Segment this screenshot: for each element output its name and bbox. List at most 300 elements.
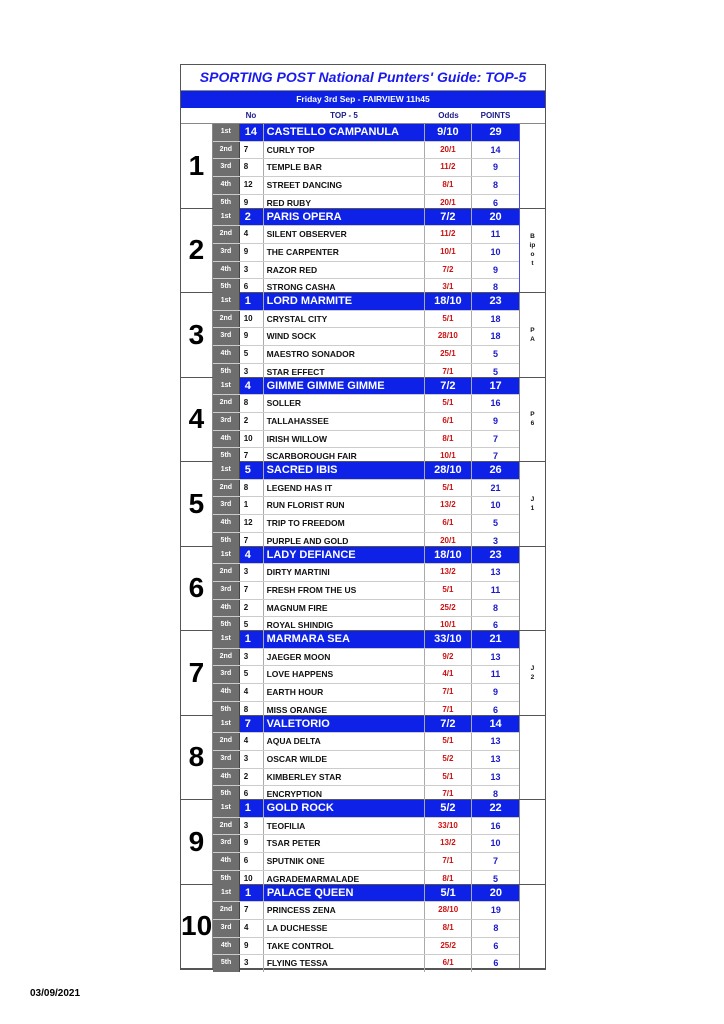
race-rows [213,800,519,884]
horse-number: 7 [240,142,264,159]
race-rows [213,209,519,293]
horse-name: TEMPLE BAR [264,159,425,176]
exotic-note [519,209,545,293]
table-row [213,582,519,600]
horse-name: ENCRYPTION [264,786,425,803]
points-value: 10 [490,246,501,257]
race-block [181,209,545,294]
column-header-points: POINTS [480,111,511,120]
odds-value: 6/1 [425,955,473,972]
horse-name: LOVE HAPPENS [264,666,425,683]
horse-name: THE CARPENTER [264,244,425,261]
race-number: 2 [181,209,213,293]
points-value: 23 [489,295,502,307]
odds-value: 5/1 [425,311,473,328]
horse-name: RAZOR RED [264,262,425,279]
points-value: 6 [493,620,499,631]
points-value: 8 [493,282,499,293]
points-value: 5 [493,873,499,884]
page-title: SPORTING POST National Punters' Guide: TOP-5 [181,65,545,91]
horse-number: 7 [240,533,264,550]
finish-position: 3rd [213,835,240,852]
odds-value: 33/10 [425,631,473,648]
horse-name: EARTH HOUR [264,684,425,701]
odds-value: 9/2 [425,649,473,666]
race-block [181,631,545,716]
top-pick-row [213,631,519,649]
horse-number: 8 [240,395,264,412]
points-value: 13 [490,753,501,764]
horse-name: VALETORIO [264,716,425,733]
table-row [213,328,519,346]
column-header-pos [213,108,239,123]
horse-name: TALLAHASSEE [264,413,425,430]
finish-position: 2nd [213,480,240,497]
horse-name: TSAR PETER [264,835,425,852]
finish-position: 5th [213,364,240,381]
finish-position: 3rd [213,497,240,514]
horse-name: PALACE QUEEN [264,885,425,902]
odds-value: 7/1 [425,786,473,803]
race-rows [213,631,519,715]
horse-number: 7 [240,716,264,733]
points-value: 5 [493,518,499,529]
finish-position: 3rd [213,751,240,768]
race-rows [213,716,519,800]
finish-position: 5th [213,448,240,465]
column-header-note [519,108,545,123]
horse-name: LA DUCHESSE [264,920,425,937]
points-value: 13 [490,771,501,782]
horse-number: 9 [240,244,264,261]
race-block [181,547,545,632]
horse-name: IRISH WILLOW [264,431,425,448]
odds-value: 6/1 [425,413,473,430]
horse-name: LADY DEFIANCE [264,547,425,564]
horse-name: PRINCESS ZENA [264,902,425,919]
table-row [213,902,519,920]
horse-number: 2 [240,600,264,617]
table-row [213,431,519,449]
table-row [213,835,519,853]
table-row [213,751,519,769]
table-row [213,938,519,956]
finish-position: 3rd [213,666,240,683]
odds-value: 20/1 [425,195,473,212]
finish-position: 3rd [213,413,240,430]
odds-value: 20/1 [425,533,473,550]
finish-position: 1st [213,462,240,479]
table-row [213,818,519,836]
table-row [213,497,519,515]
race-number: 8 [181,716,213,800]
finish-position: 4th [213,853,240,870]
points-value: 3 [493,535,499,546]
horse-name: STRONG CASHA [264,279,425,296]
points-value: 8 [493,789,499,800]
finish-position: 2nd [213,311,240,328]
finish-position: 3rd [213,920,240,937]
finish-position: 5th [213,702,240,719]
points-value: 14 [489,717,502,730]
finish-position: 4th [213,177,240,194]
points-value: 6 [493,958,499,969]
finish-position: 4th [213,515,240,532]
finish-position: 3rd [213,244,240,261]
exotic-note [519,885,545,969]
top-pick-row [213,209,519,227]
top-pick-row [213,800,519,818]
points-value: 26 [489,464,502,476]
horse-name: PURPLE AND GOLD [264,533,425,550]
odds-value: 5/1 [425,733,473,750]
horse-name: AGRADEMARMALADE [264,871,425,888]
race-number: 1 [181,124,213,208]
finish-position: 2nd [213,733,240,750]
finish-position: 3rd [213,328,240,345]
horse-number: 5 [240,462,264,479]
horse-number: 14 [240,124,264,141]
horse-number: 5 [240,666,264,683]
horse-number: 10 [240,871,264,888]
odds-value: 11/2 [425,159,473,176]
horse-name: MISS ORANGE [264,702,425,719]
horse-name: KIMBERLEY STAR [264,769,425,786]
odds-value: 7/2 [425,209,473,226]
horse-name: SACRED IBIS [264,462,425,479]
exotic-note-text: P6 [530,411,535,428]
horse-number: 3 [240,955,264,972]
race-block [181,885,545,970]
top-pick-row [213,885,519,903]
top-pick-row [213,462,519,480]
horse-name: AQUA DELTA [264,733,425,750]
table-row [213,769,519,787]
horse-name: GOLD ROCK [264,800,425,817]
race-block [181,124,545,209]
finish-position: 2nd [213,818,240,835]
race-block [181,378,545,463]
odds-value: 7/1 [425,684,473,701]
footer-date: 03/09/2021 [30,988,81,999]
race-number: 5 [181,462,213,546]
points-value: 10 [490,838,501,849]
horse-name: MAESTRO SONADOR [264,346,425,363]
exotic-note-text: PA [530,326,535,343]
horse-number: 2 [240,209,264,226]
points-value: 8 [493,922,499,933]
horse-number: 6 [240,279,264,296]
odds-value: 4/1 [425,666,473,683]
horse-name: GIMME GIMME GIMME [264,378,425,395]
races-table [181,124,545,969]
column-header-row [181,108,545,124]
exotic-note-text: Bipot [529,233,536,268]
points-value: 8 [493,602,499,613]
table-row [213,853,519,871]
table-row [213,262,519,280]
points-value: 20 [489,886,502,899]
odds-value: 28/10 [425,902,473,919]
odds-value: 20/1 [425,142,473,159]
points-value: 11 [490,229,501,240]
column-header-top5: TOP - 5 [330,111,358,120]
horse-number: 1 [240,497,264,514]
finish-position: 5th [213,955,240,972]
points-value: 10 [490,500,501,511]
horse-number: 8 [240,159,264,176]
race-block [181,716,545,801]
horse-name: STAR EFFECT [264,364,425,381]
race-number: 7 [181,631,213,715]
horse-name: SCARBOROUGH FAIR [264,448,425,465]
race-rows [213,293,519,377]
horse-name: MAGNUM FIRE [264,600,425,617]
horse-name: CURLY TOP [264,142,425,159]
horse-number: 4 [240,226,264,243]
race-number: 3 [181,293,213,377]
column-header-no: No [245,111,257,120]
odds-value: 25/2 [425,600,473,617]
finish-position: 2nd [213,226,240,243]
race-number: 9 [181,800,213,884]
horse-name: FRESH FROM THE US [264,582,425,599]
points-value: 13 [490,567,501,578]
points-value: 6 [493,197,499,208]
finish-position: 4th [213,769,240,786]
horse-number: 1 [240,800,264,817]
odds-value: 10/1 [425,244,473,261]
exotic-note-text: J2 [530,664,535,681]
finish-position: 2nd [213,395,240,412]
horse-number: 12 [240,515,264,532]
points-value: 20 [489,210,502,223]
odds-value: 7/2 [425,716,473,733]
exotic-note [519,547,545,631]
race-number: 4 [181,378,213,462]
points-value: 7 [493,451,499,462]
table-row [213,413,519,431]
odds-value: 10/1 [425,448,473,465]
horse-number: 7 [240,902,264,919]
finish-position: 1st [213,378,240,395]
odds-value: 8/1 [425,431,473,448]
horse-name: PARIS OPERA [264,209,425,226]
finish-position: 5th [213,279,240,296]
odds-value: 11/2 [425,226,473,243]
horse-name: SOLLER [264,395,425,412]
horse-name: TEOFILIA [264,818,425,835]
horse-name: SPUTNIK ONE [264,853,425,870]
finish-position: 2nd [213,902,240,919]
table-row [213,346,519,364]
table-row [213,311,519,329]
finish-position: 1st [213,124,240,141]
horse-number: 4 [240,684,264,701]
horse-number: 9 [240,938,264,955]
exotic-note-text: J1 [530,495,535,512]
horse-number: 9 [240,195,264,212]
odds-value: 9/10 [425,124,473,141]
table-row [213,395,519,413]
odds-value: 5/1 [425,769,473,786]
horse-number: 2 [240,413,264,430]
race-number: 10 [181,885,213,969]
points-value: 13 [490,651,501,662]
table-row [213,920,519,938]
points-value: 22 [489,802,502,814]
odds-value: 13/2 [425,497,473,514]
points-value: 17 [489,379,502,392]
finish-position: 2nd [213,142,240,159]
top-pick-row [213,378,519,396]
finish-position: 4th [213,938,240,955]
points-value: 5 [493,349,499,360]
horse-number: 3 [240,364,264,381]
table-row [213,666,519,684]
horse-number: 3 [240,818,264,835]
odds-value: 18/10 [425,293,473,310]
meeting-subtitle: Friday 3rd Sep - FAIRVIEW 11h45 [181,91,545,108]
points-value: 21 [489,633,502,645]
exotic-note [519,631,545,715]
odds-value: 7/1 [425,853,473,870]
table-row [213,684,519,702]
exotic-note [519,800,545,884]
horse-name: SILENT OBSERVER [264,226,425,243]
table-row [213,955,519,972]
finish-position: 5th [213,871,240,888]
horse-number: 8 [240,480,264,497]
finish-position: 5th [213,533,240,550]
finish-position: 1st [213,631,240,648]
points-value: 16 [490,820,501,831]
points-value: 7 [493,433,499,444]
odds-value: 8/1 [425,920,473,937]
odds-value: 25/2 [425,938,473,955]
points-value: 13 [490,736,501,747]
points-value: 9 [493,687,499,698]
odds-value: 5/1 [425,885,473,902]
horse-name: CRYSTAL CITY [264,311,425,328]
points-value: 18 [490,331,501,342]
table-row [213,515,519,533]
odds-value: 7/2 [425,378,473,395]
finish-position: 5th [213,786,240,803]
horse-number: 4 [240,733,264,750]
table-row [213,649,519,667]
points-value: 19 [490,905,501,916]
points-value: 9 [493,415,499,426]
finish-position: 1st [213,209,240,226]
odds-value: 18/10 [425,547,473,564]
odds-value: 28/10 [425,328,473,345]
horse-name: LEGEND HAS IT [264,480,425,497]
horse-name: STREET DANCING [264,177,425,194]
odds-value: 8/1 [425,871,473,888]
table-row [213,142,519,160]
horse-number: 3 [240,564,264,581]
points-value: 29 [489,126,502,138]
finish-position: 1st [213,800,240,817]
finish-position: 4th [213,262,240,279]
horse-name: CASTELLO CAMPANULA [264,124,425,141]
horse-number: 4 [240,920,264,937]
top-pick-row [213,124,519,142]
odds-value: 10/1 [425,617,473,634]
race-rows [213,462,519,546]
horse-number: 10 [240,311,264,328]
finish-position: 3rd [213,582,240,599]
horse-name: LORD MARMITE [264,293,425,310]
finish-position: 4th [213,684,240,701]
points-value: 7 [493,856,499,867]
horse-number: 9 [240,328,264,345]
table-row [213,244,519,262]
finish-position: 4th [213,346,240,363]
horse-number: 3 [240,751,264,768]
race-block [181,293,545,378]
table-row [213,226,519,244]
horse-number: 5 [240,346,264,363]
horse-number: 8 [240,702,264,719]
horse-number: 7 [240,448,264,465]
odds-value: 13/2 [425,564,473,581]
horse-number: 3 [240,262,264,279]
odds-value: 5/1 [425,480,473,497]
column-header-race [181,108,213,123]
points-value: 5 [493,366,499,377]
horse-name: MARMARA SEA [264,631,425,648]
horse-number: 3 [240,649,264,666]
exotic-note [519,716,545,800]
horse-name: FLYING TESSA [264,955,425,972]
finish-position: 1st [213,885,240,902]
finish-position: 1st [213,716,240,733]
race-rows [213,547,519,631]
points-value: 9 [493,162,499,173]
points-value: 14 [490,144,501,155]
exotic-note [519,293,545,377]
horse-name: OSCAR WILDE [264,751,425,768]
points-value: 11 [490,669,501,680]
horse-number: 5 [240,617,264,634]
horse-number: 4 [240,378,264,395]
finish-position: 1st [213,293,240,310]
exotic-note [519,378,545,462]
odds-value: 6/1 [425,515,473,532]
horse-name: RUN FLORIST RUN [264,497,425,514]
horse-number: 1 [240,631,264,648]
odds-value: 7/1 [425,364,473,381]
horse-number: 9 [240,835,264,852]
finish-position: 4th [213,600,240,617]
odds-value: 13/2 [425,835,473,852]
horse-number: 4 [240,547,264,564]
horse-number: 10 [240,431,264,448]
table-row [213,564,519,582]
exotic-note [519,124,545,208]
table-row [213,733,519,751]
table-row [213,600,519,618]
horse-number: 6 [240,853,264,870]
column-header-odds: Odds [438,111,459,120]
top-pick-row [213,293,519,311]
odds-value: 7/1 [425,702,473,719]
top-pick-row [213,716,519,734]
horse-number: 2 [240,769,264,786]
race-rows [213,378,519,462]
